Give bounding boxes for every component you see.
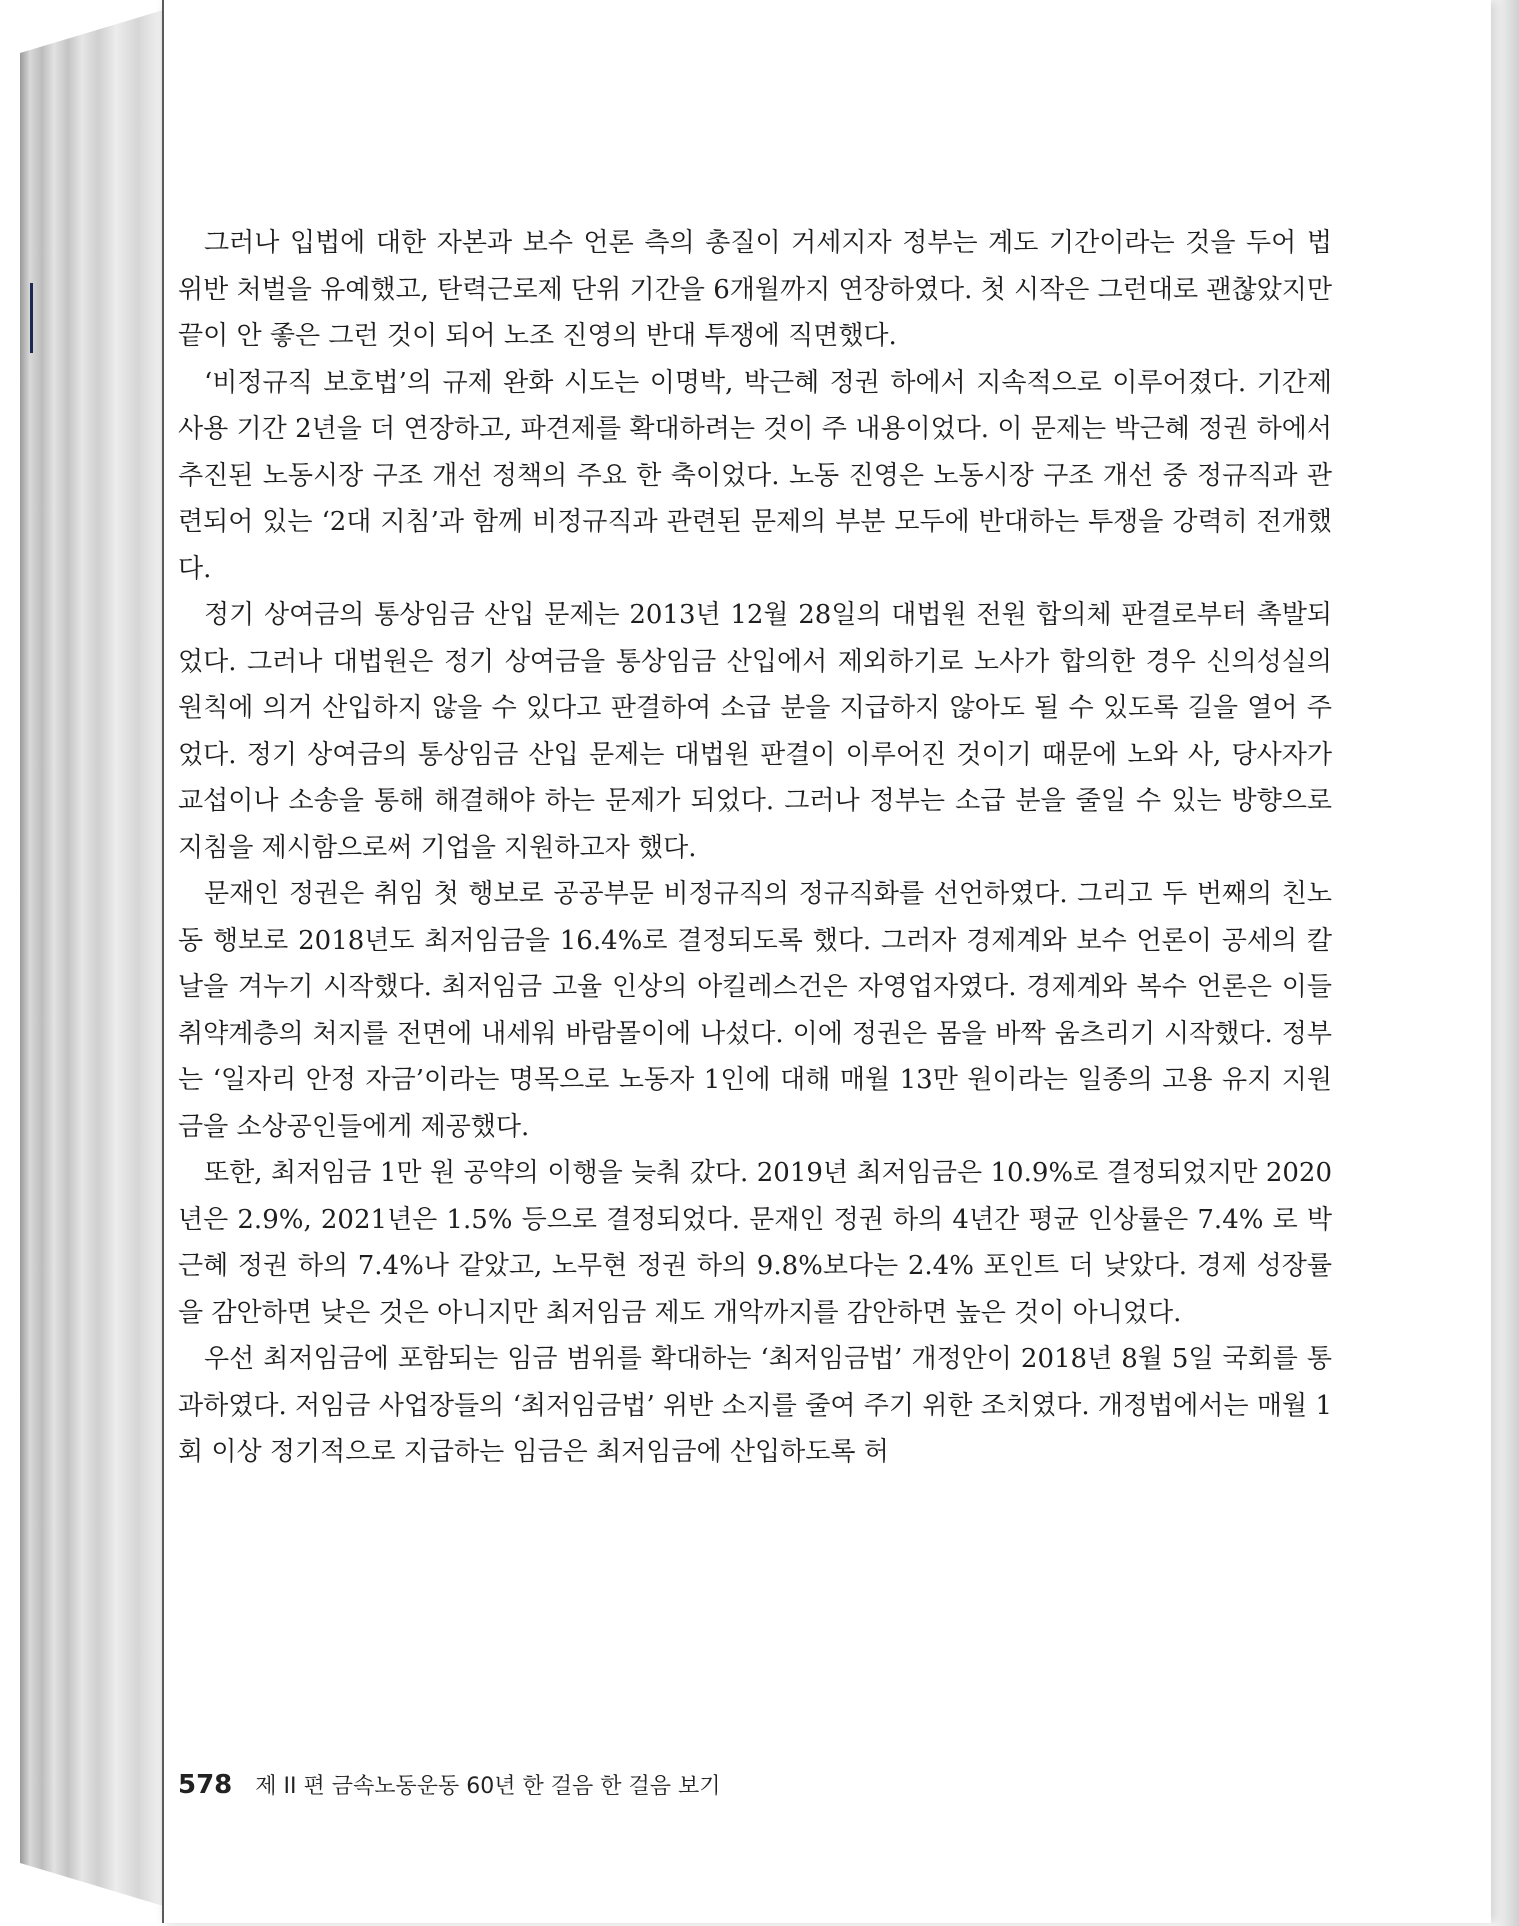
part-label: 제 II 편	[255, 1774, 325, 1799]
paragraph: 정기 상여금의 통상임금 산입 문제는 2013년 12월 28일의 대법원 전원 합의체 판결로부터 촉발되었다. 그러나 대법원은 정기 상여금을 통상임금 산입에서 제외하기로 노사가 합의한 경우 신의성실의 원칙에 의거 산입하지 않을 수 있다고 판결하여 소급 분을 지급하지 않아도 될 수 있도록 길을 열어 주었다. 정기 상여금의 통상임금 산입 문제는 대법원 판결이 이루어진 것이기 때문에 노와 사, 당사자가 교섭이나 소송을 통해 해결해야 하는 문제가 되었다. 그러나 정부는 소급 분을 줄일 수 있는 방향으로 지침을 제시함으로써 기업을 지원하고자 했다.	[178, 600, 1332, 863]
body-text	[178, 220, 1332, 1476]
paragraph: 또한, 최저임금 1만 원 공약의 이행을 늦춰 갔다. 2019년 최저임금은 10.9%로 결정되었지만 2020년은 2.9%, 2021년은 1.5% 등으로 결정되었다. 문재인 정권 하의 4년간 평균 인상률은 7.4% 로 박근혜 정권 하의 7.4%나 같았고, 노무현 정권 하의 9.8%보다는 2.4% 포인트 더 낮았다. 경제 성장률을 감안하면 낮은 것은 아니지만 최저임금 제도 개악까지를 감안하면 높은 것이 아니었다.	[178, 1158, 1332, 1328]
page-number: 578	[178, 1770, 233, 1800]
paragraph: 그러나 입법에 대한 자본과 보수 언론 측의 총질이 거세지자 정부는 계도 기간이라는 것을 두어 법 위반 처벌을 유예했고, 탄력근로제 단위 기간을 6개월까지 연장하였다. 첫 시작은 그런대로 괜찮았지만 끝이 안 좋은 그런 것이 되어 노조 진영의 반대 투쟁에 직면했다.	[178, 228, 1332, 351]
paragraph: 우선 최저임금에 포함되는 임금 범위를 확대하는 ‘최저임금법’ 개정안이 2018년 8월 5일 국회를 통과하였다. 저임금 사업장들의 ‘최저임금법’ 위반 소지를 줄여 주기 위한 조치였다. 개정법에서는 매월 1회 이상 정기적으로 지급하는 임금은 최저임금에 산입하도록 허	[178, 1344, 1332, 1467]
part-title: 금속노동운동 60년 한 걸음 한 걸음 보기	[331, 1774, 721, 1799]
page-shadow	[1489, 0, 1519, 1926]
paragraph: 문재인 정권은 취임 첫 행보로 공공부문 비정규직의 정규직화를 선언하였다. 그리고 두 번째의 친노동 행보로 2018년도 최저임금을 16.4%로 결정되도록 했다. 그러자 경제계와 보수 언론이 공세의 칼날을 겨누기 시작했다. 최저임금 고율 인상의 아킬레스건은 자영업자였다. 경제계와 복수 언론은 이들 취약계층의 처지를 전면에 내세워 바람몰이에 나섰다. 이에 정권은 몸을 바짝 움츠리기 시작했다. 정부는 ‘일자리 안정 자금’이라는 명목으로 노동자 1인에 대해 매월 13만 원이라는 일종의 고용 유지 지원금을 소상공인들에게 제공했다.	[178, 879, 1332, 1142]
paragraph: ‘비정규직 보호법’의 규제 완화 시도는 이명박, 박근혜 정권 하에서 지속적으로 이루어졌다. 기간제 사용 기간 2년을 더 연장하고, 파견제를 확대하려는 것이 주 내용이었다. 이 문제는 박근혜 정권 하에서 추진된 노동시장 구조 개선 정책의 주요 한 축이었다. 노동 진영은 노동시장 구조 개선 중 정규직과 관련되어 있는 ‘2대 지침’과 함께 비정규직과 관련된 문제의 부분 모두에 반대하는 투쟁을 강력히 전개했다.	[178, 367, 1332, 584]
edge-marker	[30, 283, 33, 353]
page-footer	[178, 1769, 720, 1800]
book-page-edges	[20, 8, 170, 1908]
